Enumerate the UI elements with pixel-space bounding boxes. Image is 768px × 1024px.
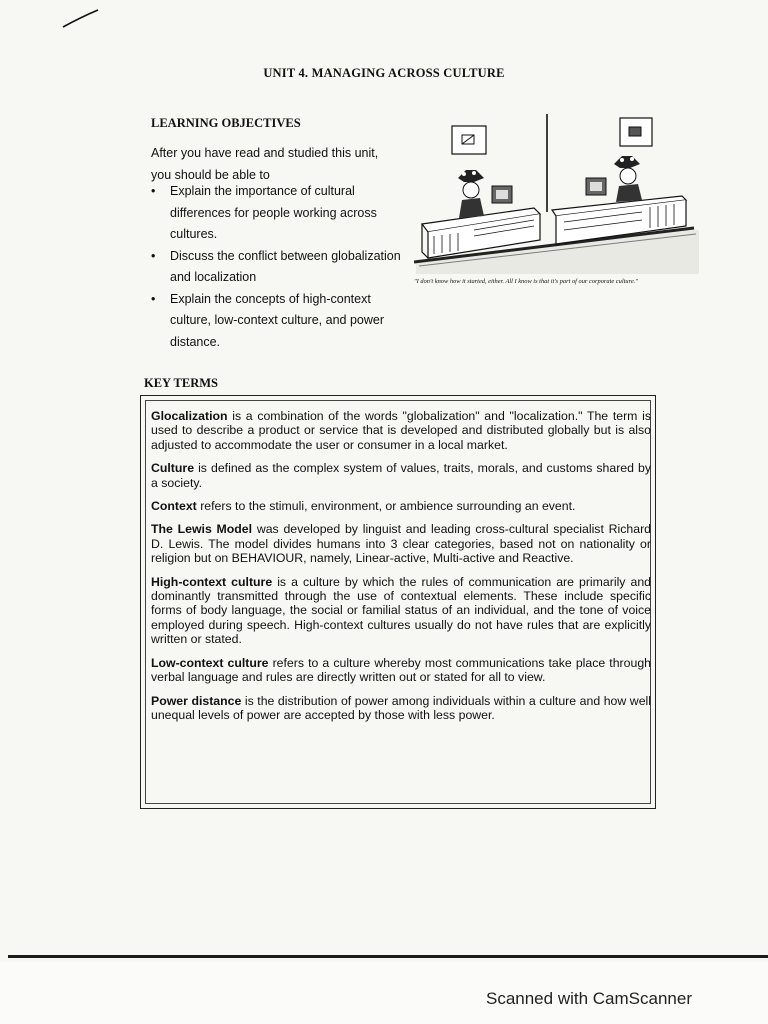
term-name: Glocalization — [151, 409, 228, 423]
objectives-intro — [151, 142, 401, 186]
key-terms-box — [140, 395, 656, 809]
key-term-high-context-culture — [151, 575, 651, 647]
bullet-icon: • — [151, 291, 156, 306]
key-terms-definitions — [151, 409, 651, 731]
unit-title: UNIT 4. MANAGING ACROSS CULTURE — [263, 66, 505, 80]
objective-text: Discuss the conflict between globalization and localization — [170, 248, 401, 284]
objective-item — [151, 181, 401, 246]
office-cartoon-icon — [414, 112, 699, 274]
cartoon-caption: "I don't know how it started, either. All I know is that it's part of our corporate culture." — [414, 278, 638, 285]
term-definition: was developed by linguist and leading cross-cultural specialist Richard D. Lewis. The model divides humans into 3 clear categories, based not on nationality or religion but on BEHAVIOUR, namely, Linear-active, Multi-active and Reactive. — [151, 522, 652, 566]
term-name: Power distance — [151, 693, 242, 708]
objectives-list — [151, 181, 401, 353]
term-definition: is defined as the complex system of values, traits, morals, and customs shared by a society. — [151, 461, 651, 490]
term-definition: refers to the stimuli, environment, or ambience surrounding an event. — [196, 499, 576, 514]
key-term-context — [151, 499, 651, 513]
objective-text: Explain the concepts of high-context culture, low-context culture, and power distance. — [170, 291, 384, 349]
pen-mark-icon — [60, 8, 102, 30]
intro-line-1: After you have read and studied this unit, — [151, 146, 379, 160]
key-term-low-context-culture — [151, 656, 651, 685]
objective-item — [151, 289, 401, 354]
bullet-icon: • — [151, 184, 156, 198]
term-name: High-context culture — [151, 574, 273, 589]
term-definition: refers to a culture whereby most communications take place through verbal language and rules are directly written out or stated for all to view. — [151, 655, 652, 685]
term-name: Low-context culture — [151, 655, 269, 670]
objective-item — [151, 246, 401, 289]
term-name: Context — [151, 499, 197, 514]
key-term-power-distance — [151, 694, 651, 723]
key-term-culture — [151, 461, 651, 490]
key-term-glocalization — [151, 409, 651, 452]
term-definition: is the distribution of power among individuals within a culture and how well unequal levels of power are accepted by those with less power. — [151, 693, 651, 722]
term-name: The Lewis Model — [151, 522, 253, 537]
objective-text: Explain the importance of cultural differences for people working across cultures. — [170, 184, 377, 241]
bullet-icon: • — [151, 248, 156, 263]
intro-line-2: you should be able to — [151, 168, 270, 182]
term-name: Culture — [151, 461, 195, 476]
key-term-lewis-model — [151, 522, 651, 565]
learning-objectives-heading: LEARNING OBJECTIVES — [151, 116, 301, 130]
camscanner-watermark: Scanned with CamScanner — [485, 989, 692, 1008]
term-definition: is a combination of the words "globalization" and "localization." The term is used to describe a product or service that is developed and distributed globally but is also adjusted to accommodate the user or consumer in a local market. — [151, 409, 651, 452]
page-edge-divider — [8, 955, 768, 958]
term-definition: is a culture by which the rules of communication are primarily and dominantly transmitted through the use of contextual elements. These include specific forms of body language, the social or familial status of an individual, and the tone of voice employed during speech. High-context cultures usually do not have rules that are explicitly written or stated. — [151, 574, 651, 647]
key-terms-heading: KEY TERMS — [144, 376, 218, 390]
